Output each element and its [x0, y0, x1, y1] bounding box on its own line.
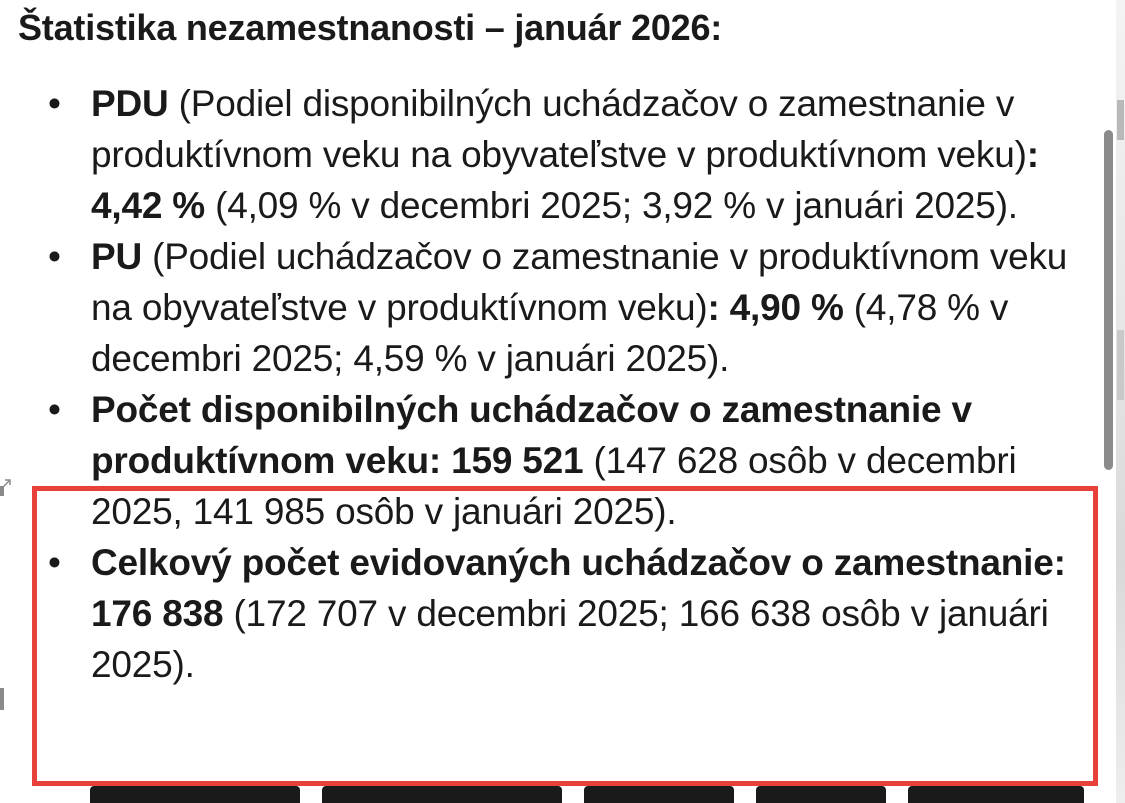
- adjacent-window-edge: [1116, 0, 1125, 803]
- edge-mark: [1117, 100, 1124, 140]
- total-jobseekers-comparison: (172 707 v decembri 2025; 166 638 osôb v januári 2025).: [91, 593, 1049, 685]
- pu-key: PU: [91, 236, 142, 277]
- cropped-next-line: [90, 786, 1090, 803]
- list-item-available-jobseekers: [0, 384, 1105, 537]
- bullet-icon: •: [48, 83, 61, 124]
- pdu-description: (Podiel disponibilných uchádzačov o zamestnanie v produktívnom veku na obyvateľstve v produktívnom veku): [91, 83, 1027, 175]
- list-item-pdu: [0, 78, 1105, 231]
- available-jobseekers-label: Počet disponibilných uchádzačov o zamestnanie v produktívnom veku: 159 521: [91, 389, 972, 481]
- bullet-icon: •: [48, 542, 61, 583]
- available-jobseekers-comparison: (147 628 osôb v decembri 2025, 141 985 osôb v januári 2025).: [91, 440, 1017, 532]
- pdu-key: PDU: [91, 83, 169, 124]
- statistics-list: [0, 78, 1105, 690]
- pdu-value: : 4,42 %: [91, 134, 1039, 226]
- bullet-icon: •: [48, 236, 61, 277]
- edge-mark: [1117, 330, 1124, 400]
- total-jobseekers-label: Celkový počet evidovaných uchádzačov o zamestnanie: 176 838: [91, 542, 1066, 634]
- page-title-text: Štatistika nezamestnanosti – január 2026: [18, 7, 711, 48]
- pu-description: (Podiel uchádzačov o zamestnanie v produktívnom veku na obyvateľstve v produktívnom veku): [91, 236, 1068, 328]
- list-item-total-jobseekers: [0, 537, 1105, 690]
- cropped-text-fragment: [90, 786, 300, 803]
- cropped-text-fragment: [908, 786, 1084, 803]
- pu-comparison: (4,78 % v decembri 2025; 4,59 % v januári 2025).: [91, 287, 1009, 379]
- pu-value: : 4,90 %: [707, 287, 844, 328]
- pdu-comparison: (4,09 % v decembri 2025; 3,92 % v januári 2025).: [205, 185, 1018, 226]
- page-title-colon: :: [710, 7, 723, 48]
- bullet-icon: •: [48, 389, 61, 430]
- expand-icon: [0, 478, 12, 490]
- list-item-pu: [0, 231, 1105, 384]
- cropped-text-fragment: [322, 786, 562, 803]
- page-title: [18, 6, 722, 50]
- left-edge-mark: [0, 688, 4, 710]
- cropped-text-fragment: [584, 786, 734, 803]
- scrollbar-thumb[interactable]: [1104, 130, 1113, 470]
- cropped-text-fragment: [756, 786, 886, 803]
